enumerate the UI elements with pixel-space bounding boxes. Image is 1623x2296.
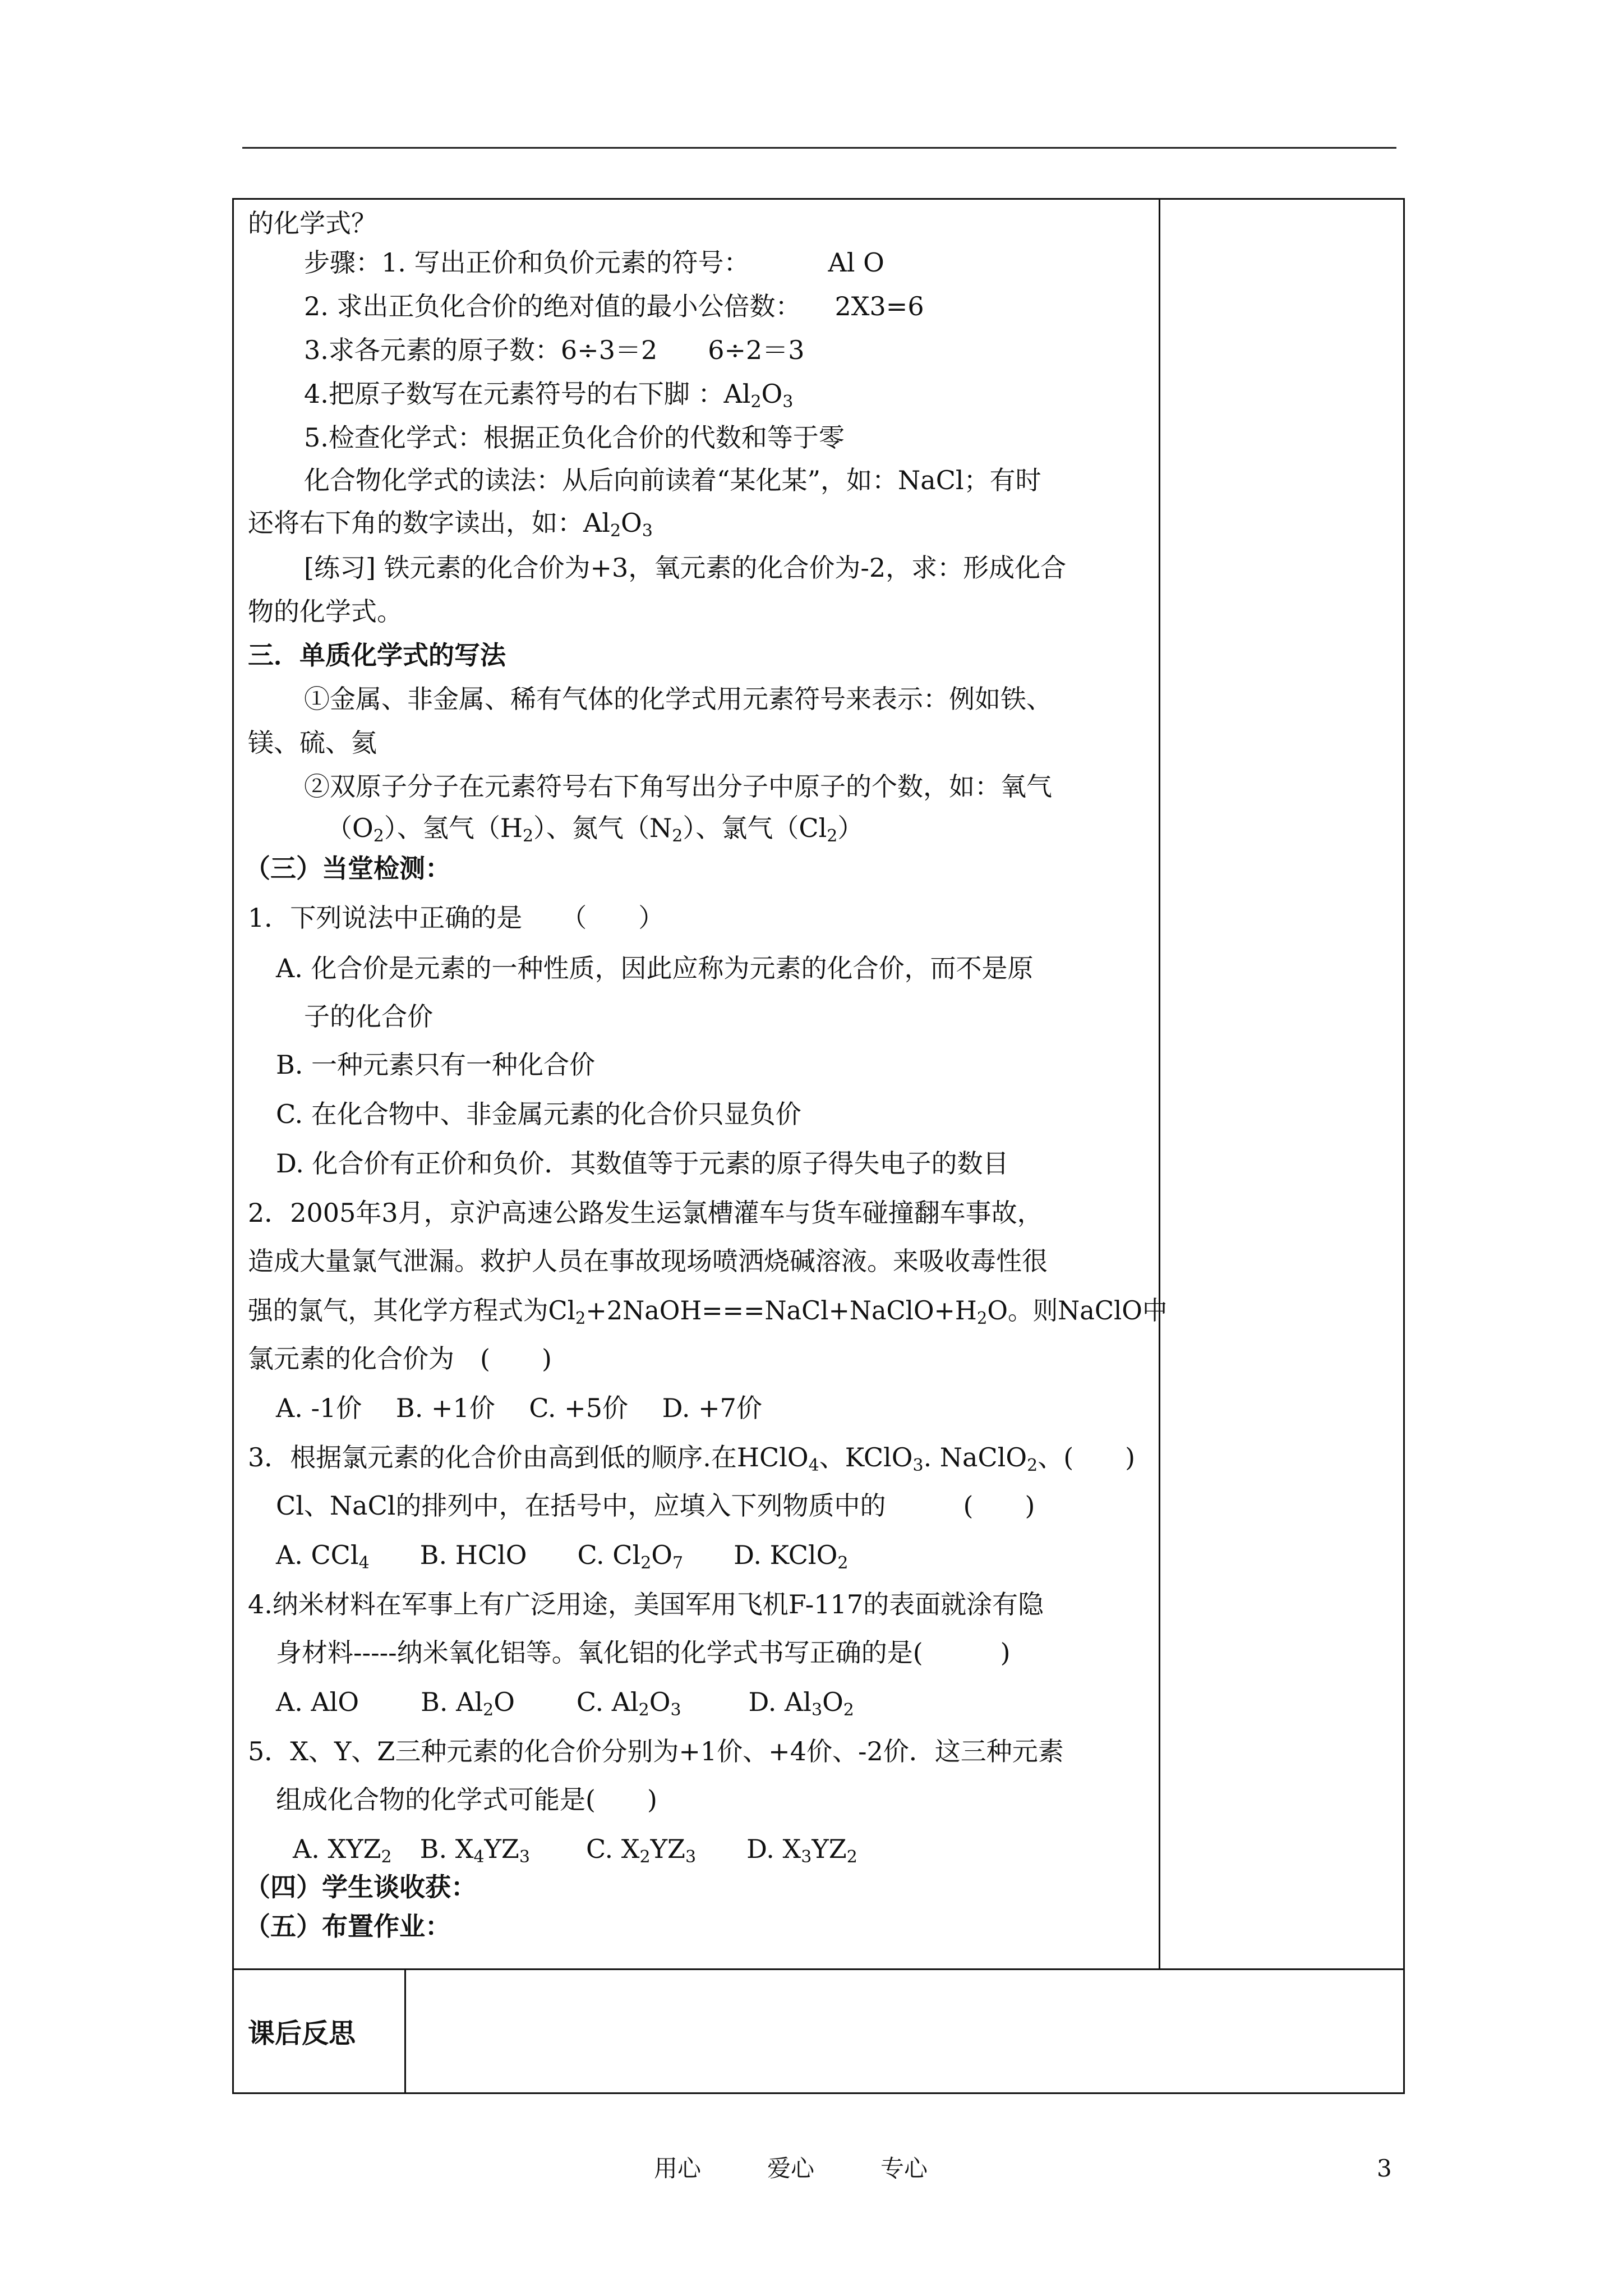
text-line: 物的化学式。	[248, 596, 403, 627]
text-line: 氯元素的化合价为 ( )	[248, 1343, 552, 1374]
question-3: 3．根据氯元素的化合价由高到低的顺序.在HClO$_4$、KClO$_3$. NaClO$_2$、( )	[248, 1442, 1136, 1475]
option-a: A. 化合价是元素的一种性质，因此应称为元素的化合价，而不是原	[276, 953, 1034, 983]
option-c: C. 在化合物中、非金属元素的化合价只显负价	[276, 1099, 801, 1129]
footer-word: 专心	[880, 2155, 928, 2182]
footer-word: 用心	[654, 2155, 702, 2182]
reading-rule: 化合物化学式的读法：从后向前读着“某化某”，如：NaCl；有时	[304, 465, 1041, 495]
options-row: A. $XYZ_2$ B. $X_4YZ_3$ C. $X_2YZ_3$ D. $X_3YZ_2$	[293, 1834, 857, 1867]
text-line: 强的氯气，其化学方程式为$Cl_2+2NaOH===NaCl+NaClO+H_2O$。则NaClO中	[248, 1295, 1168, 1328]
section-heading: （四）学生谈收获：	[245, 1872, 477, 1902]
option-b: B. 一种元素只有一种化合价	[276, 1050, 596, 1080]
step-4: 4.把原子数写在元素符号的右下脚 ：$Al_2O_3$	[304, 379, 794, 412]
footer-word: 爱心	[767, 2155, 815, 2182]
step-1: 步骤：1. 写出正价和负价元素的符号： Al O	[304, 247, 884, 278]
text-line: 子的化合价	[304, 1001, 433, 1032]
text-line: ①金属、非金属、稀有气体的化学式用元素符号来表示：例如铁、	[304, 684, 1052, 714]
options-row: A. AlO B. $Al_2O$ C. $Al_2O_3$ D. $Al_3O_2$	[276, 1687, 854, 1720]
section-heading: 三．单质化学式的写法	[248, 640, 506, 670]
options-row: A. -1价 B. +1价 C. +5价 D. +7价	[276, 1393, 762, 1423]
text-line: 组成化合物的化学式可能是( )	[276, 1784, 657, 1815]
text-line: $(O_2)$、氢气$(H_2)$、氮气$(N_2)$、氯气$(Cl_2)$	[326, 813, 864, 846]
options-row: A. CCl$_4$ B. HClO C. $Cl_2O_7$ D. KClO$_2$	[276, 1540, 849, 1573]
text-line: 的化学式？	[248, 208, 377, 238]
question-1: 1．下列说法中正确的是 （ ）	[248, 903, 665, 933]
option-d: D. 化合价有正价和负价．其数值等于元素的原子得失电子的数目	[276, 1148, 1009, 1179]
step-3: 3.求各元素的原子数：6÷3＝2 6÷2＝3	[304, 335, 805, 365]
table-column-divider	[1159, 198, 1160, 1970]
text-line: 镁、硫、氦	[248, 728, 377, 758]
question-2: 2．2005年3月，京沪高速公路发生运氯槽灌车与货车碰撞翻车事故，	[248, 1198, 1043, 1228]
page-number: 3	[1377, 2155, 1392, 2182]
text-line: 还将右下角的数字读出，如：$Al_2O_3$	[248, 508, 653, 541]
step-5: 5.检查化学式：根据正负化合价的代数和等于零	[304, 422, 845, 453]
reflection-column-divider	[404, 1968, 406, 2094]
practice: [练习] 铁元素的化合价为+3，氧元素的化合价为-2，求：形成化合	[304, 553, 1067, 583]
question-4: 4.纳米材料在军事上有广泛用途，美国军用飞机F-117的表面就涂有隐	[248, 1589, 1044, 1619]
header-rule	[242, 147, 1396, 149]
reflection-label: 课后反思	[248, 2018, 356, 2049]
step-2: 2. 求出正负化合价的绝对值的最小公倍数： 2X3=6	[304, 291, 924, 321]
text-line: 身材料-----纳米氧化铝等。氧化铝的化学式书写正确的是( )	[276, 1637, 1011, 1668]
question-5: 5．X、Y、Z三种元素的化合价分别为+1价、+4价、-2价．这三种元素	[248, 1736, 1064, 1766]
table-row-divider	[232, 1968, 1405, 1970]
text-line: 造成大量氯气泄漏。救护人员在事故现场喷洒烧碱溶液。来吸收毒性很	[248, 1246, 1048, 1276]
text-line: ②双原子分子在元素符号右下角写出分子中原子的个数，如：氧气	[304, 771, 1052, 802]
footer-motto	[654, 2152, 928, 2185]
section-heading: （五）布置作业：	[245, 1911, 451, 1941]
text-line: Cl、NaCl的排列中，在括号中，应填入下列物质中的 ( )	[276, 1490, 1035, 1521]
section-heading: （三）当堂检测：	[245, 853, 451, 884]
